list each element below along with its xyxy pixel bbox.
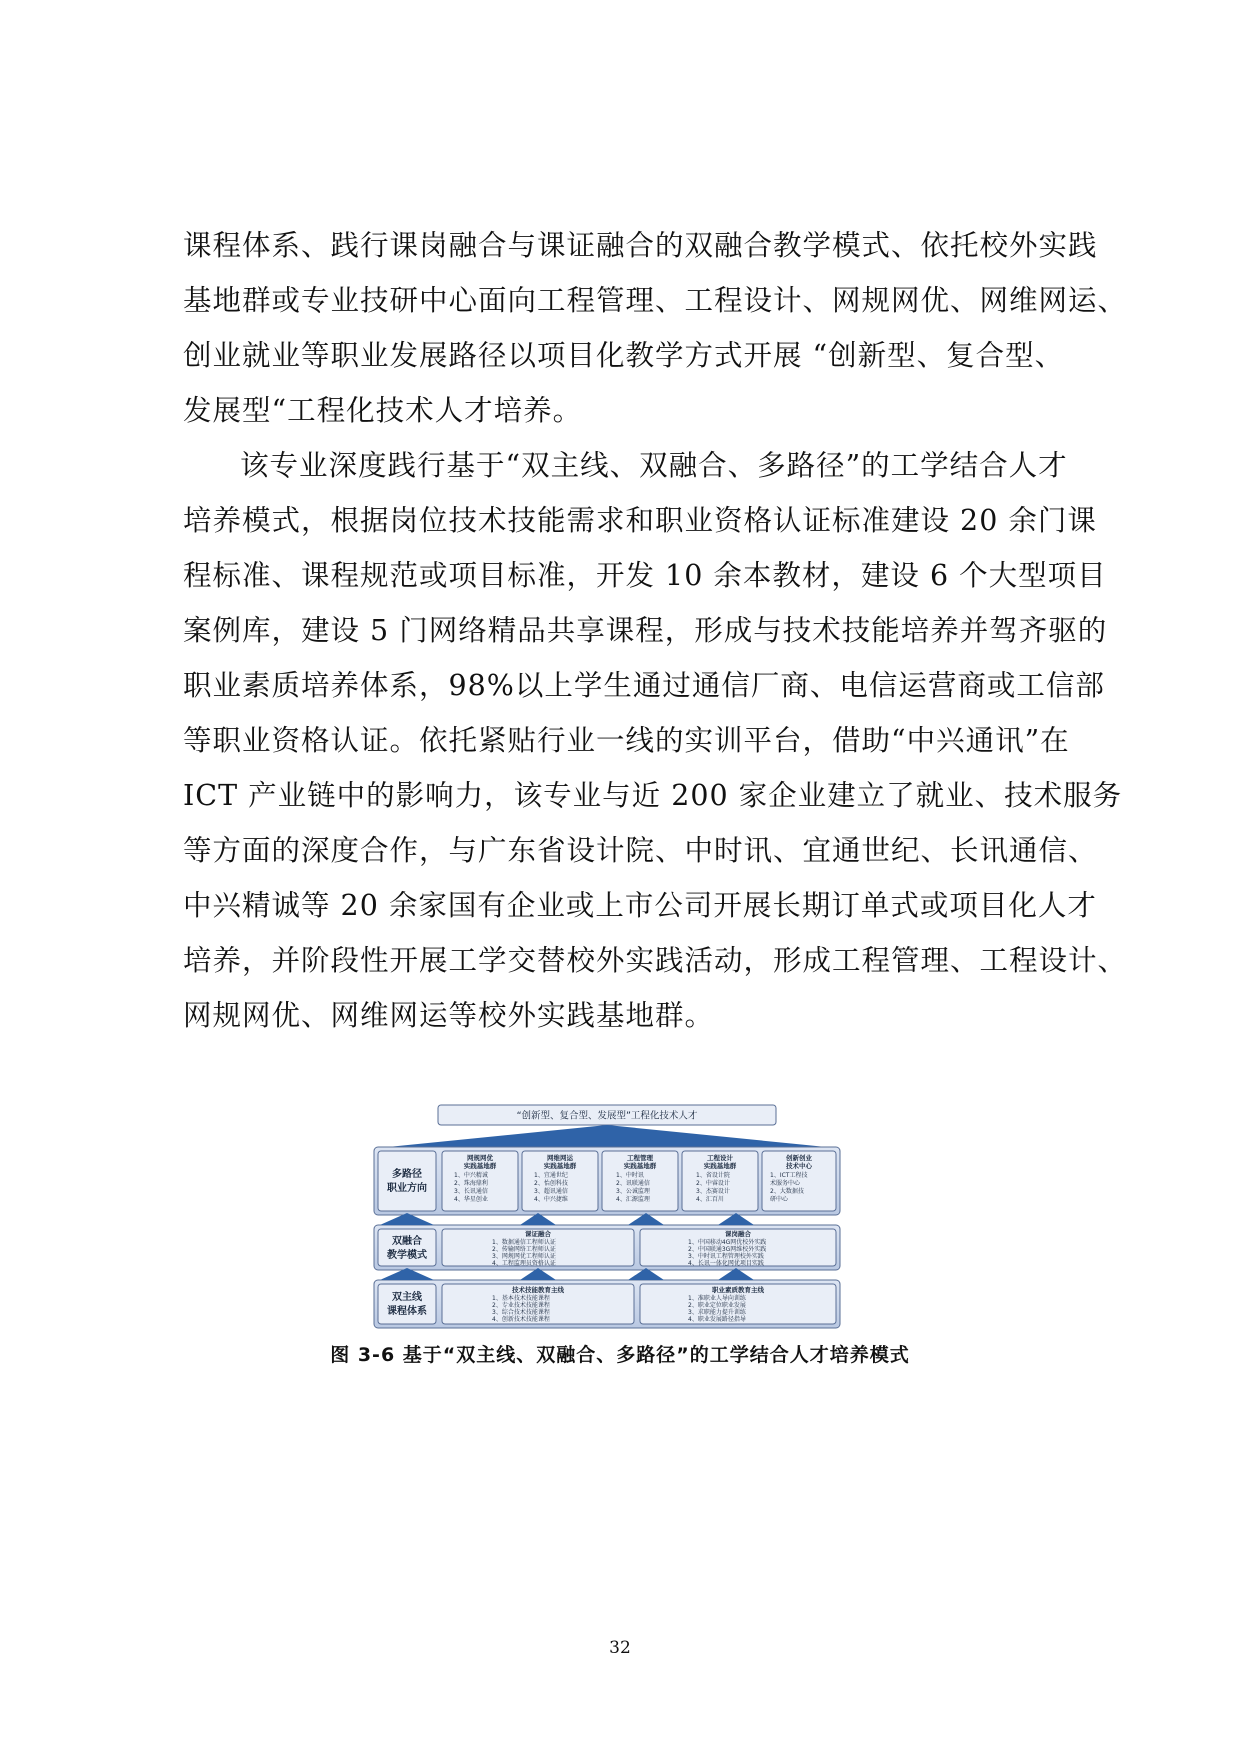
column-item: 3、综合技术技能课程: [492, 1309, 550, 1316]
row2-col-1: [442, 1229, 634, 1267]
row1-col-1: [442, 1151, 518, 1211]
row-label-text: 多路径: [392, 1169, 422, 1180]
column-header: 实践基地群: [623, 1162, 657, 1170]
column-item: 4、汇百川: [696, 1196, 724, 1203]
row-label-text: 双主线: [392, 1292, 422, 1303]
top-title: “创新型、复合型、发展型”工程化技术人才: [516, 1110, 698, 1122]
column-item: 2、中国联通3G网维校外实践: [688, 1246, 767, 1253]
column-item: 1、基本技术技能课程: [492, 1295, 550, 1302]
column-item: 1、宜通世纪: [534, 1172, 568, 1179]
paragraph-line: ICT 产业链中的影响力，该专业与近 200 家企业建立了就业、技术服务: [183, 779, 1123, 812]
column-item: 3、公诚监理: [616, 1188, 650, 1195]
column-item: 术服务中心: [770, 1180, 801, 1187]
row1-col-5: [762, 1151, 836, 1211]
paragraph-line: 等职业资格认证。依托紧贴行业一线的实训平台，借助“中兴通讯”在: [183, 724, 1070, 757]
column-item: 1、ICT工程技: [770, 1172, 808, 1179]
column-header: 创新创业: [786, 1154, 812, 1162]
column-header: 工程设计: [707, 1154, 733, 1162]
paragraph-line: 网规网优、网维网运等校外实践基地群。: [183, 999, 715, 1032]
column-item: 3、杰赛设计: [696, 1188, 730, 1195]
paragraph-line: 案例库，建设 5 门网络精品共享课程，形成与技术技能培养并驾齐驱的: [183, 614, 1108, 647]
row-label-text: 课程体系: [387, 1306, 427, 1317]
column-item: 1、中兴精诚: [454, 1172, 488, 1179]
column-item: 3、长讯通信: [454, 1188, 488, 1195]
roof-arrow: [388, 1125, 826, 1147]
training-model-diagram: [370, 1103, 844, 1348]
column-header: 课证融合: [525, 1230, 551, 1238]
row-label-text: 教学模式: [387, 1250, 427, 1261]
column-item: 1、省设计院: [696, 1172, 730, 1179]
row3-col-2: [640, 1284, 836, 1324]
column-item: 3、中时讯工程管理校外实践: [688, 1253, 764, 1260]
column-item: 4、职业发展路径指导: [688, 1316, 746, 1323]
column-item: 3、超讯通信: [534, 1188, 568, 1195]
column-item: 2、珠海鼎利: [454, 1180, 488, 1187]
column-item: 3、求职能力提升训练: [688, 1309, 746, 1316]
column-item: 2、专业技术技能课程: [492, 1302, 550, 1309]
column-header: 实践基地群: [703, 1162, 737, 1170]
row1-col-4: [682, 1151, 758, 1211]
paragraph-line: 培养模式，根据岗位技术技能需求和职业资格认证标准建设 20 余门课: [183, 504, 1097, 537]
column-item: 4、长讯一体化网优项目实践: [688, 1260, 764, 1267]
column-item: 4、汇源监理: [616, 1196, 650, 1203]
column-header: 工程管理: [627, 1154, 653, 1162]
column-item: 2、传输网络工程师认证: [492, 1246, 556, 1253]
paragraph-line: 职业素质培养体系，98%以上学生通过通信厂商、电信运营商或工信部: [183, 669, 1105, 702]
column-item: 2、职业定位职业发展: [688, 1302, 746, 1309]
row3-col-1: [442, 1284, 634, 1324]
column-item: 4、华星创业: [454, 1196, 488, 1203]
column-item: 4、中兴捷维: [534, 1196, 568, 1203]
column-header: 技术中心: [786, 1162, 812, 1170]
paragraph-line: 培养，并阶段性开展工学交替校外实践活动，形成工程管理、工程设计、: [183, 944, 1128, 977]
paragraph-line: 基地群或专业技研中心面向工程管理、工程设计、网规网优、网维网运、: [183, 284, 1128, 317]
row-label-box: [378, 1151, 436, 1211]
row-label-box: [378, 1284, 436, 1324]
column-header: 实践基地群: [463, 1162, 497, 1170]
paragraph-line: 该专业深度践行基于“双主线、双融合、多路径”的工学结合人才: [240, 449, 1068, 482]
column-item: 2、怡创科技: [534, 1180, 568, 1187]
row-label-text: 职业方向: [387, 1183, 427, 1194]
column-item: 1、数据通信工程师认证: [492, 1239, 556, 1246]
column-item: 2、讯联通信: [616, 1180, 650, 1187]
body-text: [183, 218, 1128, 1043]
column-item: 1、中国移动4G网优校外实践: [688, 1239, 767, 1246]
paragraph-line: 中兴精诚等 20 余家国有企业或上市公司开展长期订单式或项目化人才: [183, 889, 1097, 922]
column-item: 4、创新技术技能课程: [492, 1316, 550, 1323]
column-header: 网规网优: [467, 1154, 493, 1162]
row-label-text: 双融合: [392, 1236, 422, 1247]
column-header: 网维网运: [547, 1154, 573, 1162]
column-header: 技术技能教育主线: [512, 1286, 564, 1294]
column-item: 2、大数据技: [770, 1188, 804, 1195]
column-item: 4、工程监理员资格认证: [492, 1260, 556, 1267]
column-header: 课岗融合: [725, 1230, 751, 1238]
column-item: 1、中时讯: [616, 1172, 644, 1179]
column-item: 2、中睿设计: [696, 1180, 730, 1187]
row1-col-3: [602, 1151, 678, 1211]
paragraph-line: 创业就业等职业发展路径以项目化教学方式开展 “创新型、复合型、: [183, 339, 1065, 372]
column-header: 职业素质教育主线: [712, 1286, 764, 1294]
paragraph-line: 等方面的深度合作，与广东省设计院、中时讯、宜通世纪、长讯通信、: [183, 834, 1098, 867]
column-item: 研中心: [770, 1196, 789, 1203]
column-header: 实践基地群: [543, 1162, 577, 1170]
diagram-canvas: [370, 1103, 844, 1348]
paragraph-line: 课程体系、践行课岗融合与课证融合的双融合教学模式、依托校外实践: [183, 229, 1098, 262]
paragraph-line: 程标准、课程规范或项目标准，开发 10 余本教材，建设 6 个大型项目: [183, 559, 1107, 592]
figure-caption: 图 3-6 基于“双主线、双融合、多路径”的工学结合人才培养模式: [330, 1344, 910, 1366]
page-number: 32: [609, 1638, 631, 1658]
column-item: 1、准职业人导向训练: [688, 1295, 746, 1302]
row2-col-2: [640, 1229, 836, 1267]
paragraph-line: 发展型“工程化技术人才培养。: [183, 394, 583, 427]
row1-col-2: [522, 1151, 598, 1211]
column-item: 3、网规网优工程师认证: [492, 1253, 556, 1260]
